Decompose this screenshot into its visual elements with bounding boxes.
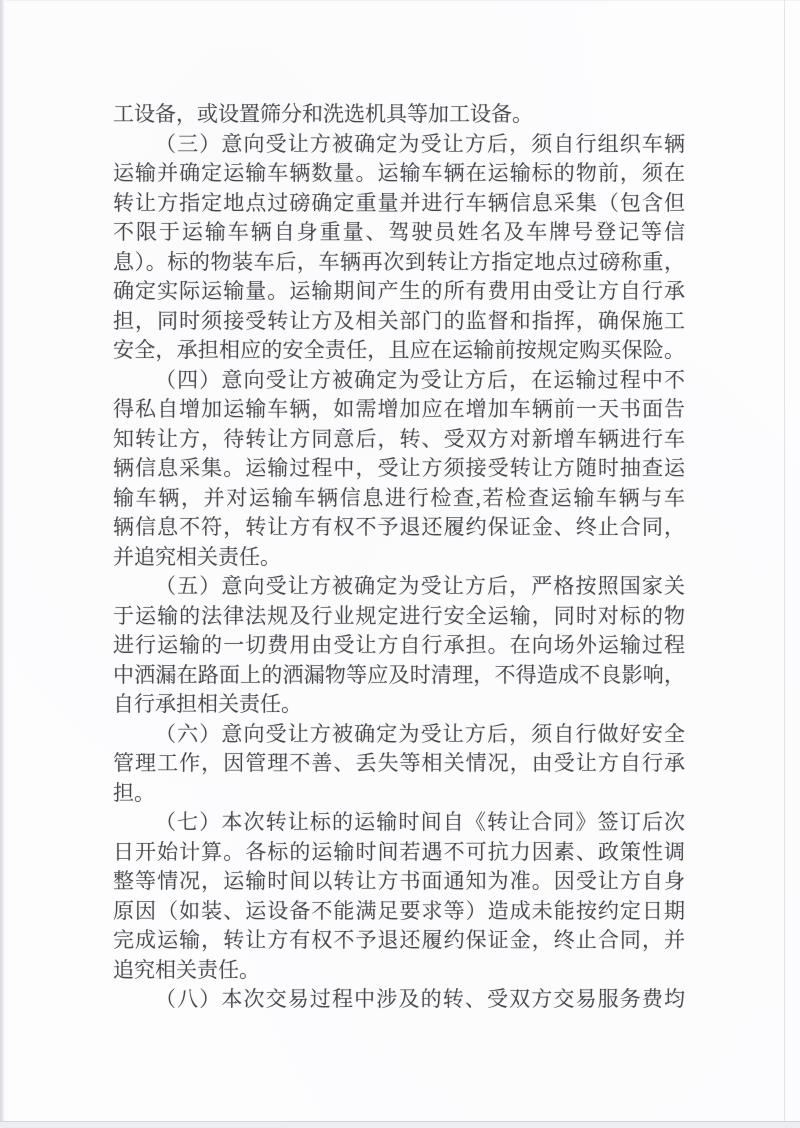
- text-line: 管理工作，因管理不善、丢失等相关情况，由受让方自行承: [113, 751, 685, 775]
- text-line: 担。: [113, 780, 155, 805]
- text-line: 知转让方，待转让方同意后，转、受双方对新增车辆进行车: [113, 426, 685, 451]
- text-line: （三）意向受让方被确定为受让方后，须自行组织车辆: [155, 131, 685, 156]
- text-line: 转让方指定地点过磅确定重量并进行车辆信息采集（包含但: [113, 190, 685, 215]
- text-line: 输车辆，并对运输车辆信息进行检查,若检查运输车辆与车: [113, 485, 685, 510]
- text-line: （四）意向受让方被确定为受让方后，在运输过程中不: [155, 367, 685, 392]
- paragraph-continuation-from-previous-page: [113, 100, 685, 130]
- paragraph-item-3: [113, 130, 685, 366]
- text-line: （八）本次交易过程中涉及的转、受双方交易服务费均: [155, 987, 685, 1011]
- scan-edge-left: [0, 0, 6, 1128]
- text-line: 得私自增加运输车辆，如需增加应在增加车辆前一天书面告: [113, 397, 685, 421]
- text-line: 进行运输的一切费用由受让方自行承担。在向场外运输过程: [113, 633, 685, 657]
- document-body: [113, 100, 685, 1015]
- text-line: （七）本次转让标的运输时间自《转让合同》签订后次: [155, 810, 685, 834]
- text-line: 中洒漏在路面上的洒漏物等应及时清理，不得造成不良影响，: [113, 662, 685, 687]
- scan-edge-top: [0, 0, 800, 1]
- text-line: 原因（如装、运设备不能满足要求等）造成未能按约定日期: [113, 898, 685, 923]
- text-line: 整等情况，运输时间以转让方书面通知为准。因受让方自身: [113, 869, 685, 893]
- paragraph-item-4: [113, 366, 685, 573]
- paragraph-item-7: [113, 808, 685, 985]
- text-line: 辆信息不符，转让方有权不予退还履约保证金、终止合同，: [113, 515, 685, 539]
- text-line: 工设备，或设置筛分和洗选机具等加工设备。: [113, 102, 533, 126]
- text-line: （五）意向受让方被确定为受让方后，严格按照国家关: [155, 574, 685, 598]
- text-line: 运输并确定运输车辆数量。运输车辆在运输标的物前，须在: [113, 161, 685, 185]
- text-line: 并追究相关责任。: [113, 544, 281, 569]
- page-right-edge-line: [784, 0, 785, 1121]
- text-line: 担，同时须接受转让方及相关部门的监督和指挥，确保施工: [113, 308, 685, 333]
- text-line: （六）意向受让方被确定为受让方后，须自行做好安全: [155, 721, 685, 746]
- text-line: 确定实际运输量。运输期间产生的所有费用由受让方自行承: [113, 279, 685, 303]
- text-line: 自行承担相关责任。: [113, 692, 302, 716]
- text-line: 不限于运输车辆自身重量、驾驶员姓名及车牌号登记等信: [113, 220, 685, 244]
- text-line: 于运输的法律法规及行业规定进行安全运输，同时对标的物: [113, 603, 685, 628]
- text-line: 安全，承担相应的安全责任，且应在运输前按规定购买保险。: [113, 338, 685, 362]
- paragraph-item-6: [113, 720, 685, 809]
- text-line: 完成运输，转让方有权不予退还履约保证金，终止合同，并: [113, 928, 685, 952]
- paragraph-item-8: [113, 985, 685, 1015]
- text-line: 息）。标的物装车后，车辆再次到转让方指定地点过磅称重，: [113, 249, 685, 274]
- scan-edge-bottom: [0, 1121, 800, 1128]
- text-line: 辆信息采集。运输过程中，受让方须接受转让方随时抽查运: [113, 456, 685, 480]
- paragraph-item-5: [113, 572, 685, 720]
- text-line: 日开始计算。各标的运输时间若遇不可抗力因素、政策性调: [113, 839, 685, 864]
- text-line: 追究相关责任。: [113, 957, 260, 982]
